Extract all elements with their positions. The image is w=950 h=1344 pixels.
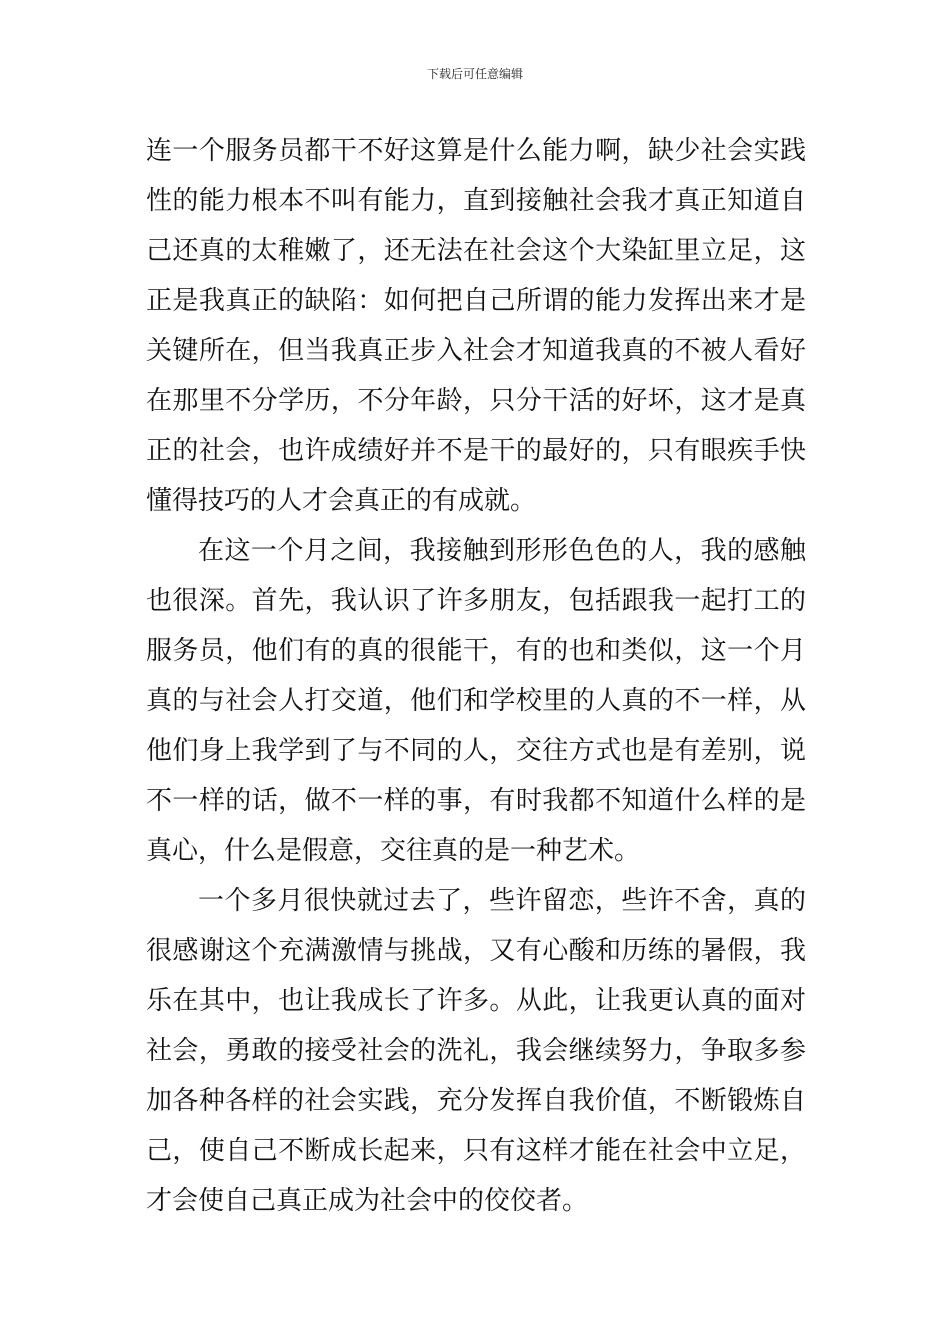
text-line: 正的社会，也许成绩好并不是干的最好的，只有眼疾手快 xyxy=(146,436,806,466)
paragraph xyxy=(146,526,806,876)
text-line: 才会使自己真正成为社会中的佼佼者。 xyxy=(146,1186,589,1216)
paragraph xyxy=(146,876,806,1226)
text-line: 社会，勇敢的接受社会的洗礼，我会继续努力，争取多参 xyxy=(146,1036,806,1066)
paragraph xyxy=(146,126,806,526)
text-line: 在这一个月之间，我接触到形形色色的人，我的感触 xyxy=(198,536,806,566)
text-line: 正是我真正的缺陷：如何把自己所谓的能力发挥出来才是 xyxy=(146,286,806,316)
text-line: 连一个服务员都干不好这算是什么能力啊，缺少社会实践 xyxy=(146,136,806,166)
page-header: 下载后可任意编辑 xyxy=(426,67,523,81)
text-line: 加各种各样的社会实践，充分发挥自我价值，不断锻炼自 xyxy=(146,1086,806,1116)
text-line: 他们身上我学到了与不同的人，交往方式也是有差别，说 xyxy=(146,736,806,766)
text-line: 性的能力根本不叫有能力，直到接触社会我才真正知道自 xyxy=(146,186,806,216)
text-line: 服务员，他们有的真的很能干，有的也和类似，这一个月 xyxy=(146,636,806,666)
text-line: 一个多月很快就过去了，些许留恋，些许不舍，真的 xyxy=(198,886,806,916)
text-line: 真的与社会人打交道，他们和学校里的人真的不一样，从 xyxy=(146,686,806,716)
text-line: 不一样的话，做不一样的事，有时我都不知道什么样的是 xyxy=(146,786,806,816)
document-body xyxy=(146,126,806,1226)
text-line: 真心，什么是假意，交往真的是一种艺术。 xyxy=(146,836,641,866)
text-line: 乐在其中，也让我成长了许多。从此，让我更认真的面对 xyxy=(146,986,806,1016)
text-line: 懂得技巧的人才会真正的有成就。 xyxy=(146,486,537,516)
text-line: 在那里不分学历，不分年龄，只分干活的好坏，这才是真 xyxy=(146,386,806,416)
text-line: 己还真的太稚嫩了，还无法在社会这个大染缸里立足，这 xyxy=(146,236,806,266)
text-line: 关键所在，但当我真正步入社会才知道我真的不被人看好 xyxy=(146,336,806,366)
text-line: 己，使自己不断成长起来，只有这样才能在社会中立足， xyxy=(146,1136,806,1166)
text-line: 很感谢这个充满激情与挑战，又有心酸和历练的暑假，我 xyxy=(146,936,806,966)
text-line: 也很深。首先，我认识了许多朋友，包括跟我一起打工的 xyxy=(146,586,806,616)
